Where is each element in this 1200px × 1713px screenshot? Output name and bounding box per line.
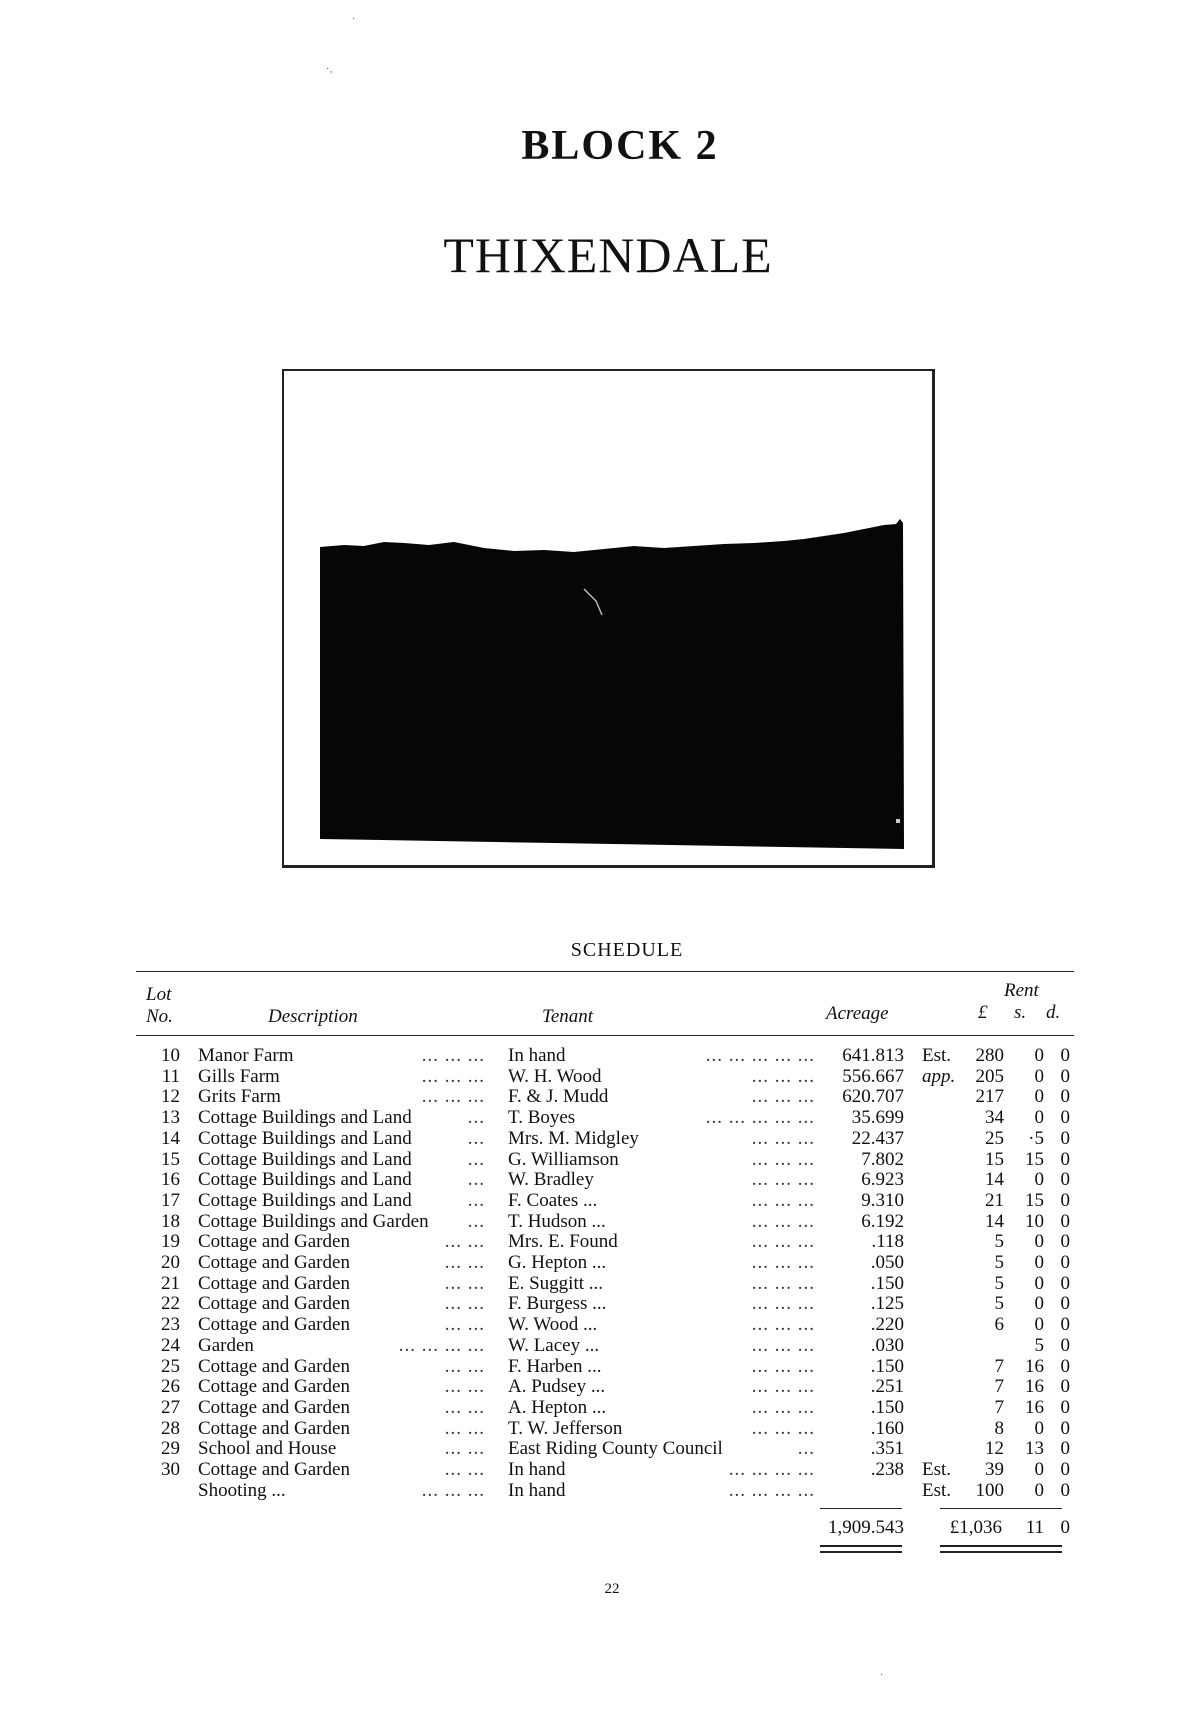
leader-dots: ... ... ... ... ... bbox=[705, 1107, 815, 1129]
header-acreage: Acreage bbox=[826, 1003, 889, 1024]
leader-dots: ... ... ... bbox=[751, 1086, 815, 1108]
acreage-total-double-rule bbox=[820, 1545, 902, 1553]
total-acreage: 1,909.543 bbox=[828, 1517, 904, 1538]
total-pounds: £1,036 bbox=[949, 1517, 1002, 1538]
rent-shillings: 13 bbox=[1025, 1438, 1044, 1460]
rent-shillings: 0 bbox=[1034, 1107, 1044, 1129]
tenant: F. Harben ... bbox=[508, 1355, 602, 1377]
description: Cottage Buildings and Land bbox=[198, 1107, 412, 1129]
header-bottom-rule bbox=[136, 1035, 1074, 1036]
schedule-title: SCHEDULE bbox=[570, 939, 684, 961]
rent-pounds: 5 bbox=[994, 1293, 1004, 1315]
rent-pence: 0 bbox=[1060, 1231, 1070, 1253]
leader-dots: ... ... ... bbox=[751, 1334, 815, 1356]
description: Grits Farm bbox=[198, 1086, 281, 1108]
lot-number: 23 bbox=[161, 1314, 180, 1336]
rent-pounds: 25 bbox=[985, 1127, 1004, 1149]
table-row bbox=[0, 1128, 1200, 1149]
lot-number: 14 bbox=[161, 1127, 180, 1149]
leader-dots: ... ... ... bbox=[751, 1169, 815, 1191]
page-number: 22 bbox=[604, 1581, 620, 1597]
description: Manor Farm bbox=[198, 1045, 294, 1066]
description: Cottage Buildings and Land bbox=[198, 1127, 412, 1149]
description: Cottage Buildings and Land bbox=[198, 1169, 412, 1191]
table-row bbox=[0, 1273, 1200, 1294]
rent-pounds: 34 bbox=[985, 1107, 1004, 1129]
rent-pence: 0 bbox=[1060, 1107, 1070, 1129]
tenant: In hand bbox=[508, 1459, 566, 1480]
leader-dots: ... ... ... bbox=[421, 1065, 485, 1087]
description: Cottage and Garden bbox=[198, 1355, 350, 1377]
lot-number: 13 bbox=[161, 1107, 180, 1129]
leader-dots: ... bbox=[467, 1210, 485, 1232]
rent-shillings: 10 bbox=[1025, 1210, 1044, 1232]
leader-dots: ... ... ... ... bbox=[398, 1334, 485, 1356]
rent-pounds: 7 bbox=[994, 1355, 1004, 1377]
lot-number: 30 bbox=[161, 1459, 180, 1480]
rent-pounds: 5 bbox=[994, 1272, 1004, 1294]
lot-number: 11 bbox=[161, 1065, 180, 1087]
tenant: East Riding County Council bbox=[508, 1438, 723, 1460]
acreage: 9.310 bbox=[861, 1189, 904, 1211]
leader-dots: ... ... ... ... ... bbox=[705, 1045, 815, 1066]
description: Cottage and Garden bbox=[198, 1314, 350, 1336]
description: Cottage and Garden bbox=[198, 1459, 350, 1480]
rent-note: Est. bbox=[922, 1045, 952, 1066]
leader-dots: ... ... bbox=[444, 1459, 485, 1480]
rent-pence: 0 bbox=[1060, 1334, 1070, 1356]
acreage: .030 bbox=[870, 1334, 904, 1356]
rent-shillings: 0 bbox=[1034, 1417, 1044, 1439]
header-shillings: s. bbox=[1014, 1002, 1027, 1023]
description: Cottage Buildings and Land bbox=[198, 1189, 412, 1211]
rent-pence: 0 bbox=[1060, 1148, 1070, 1170]
leader-dots: ... ... ... bbox=[751, 1127, 815, 1149]
table-row bbox=[0, 1480, 1200, 1501]
rent-pence: 0 bbox=[1060, 1169, 1070, 1191]
tenant: F. & J. Mudd bbox=[508, 1086, 609, 1108]
acreage: .160 bbox=[870, 1417, 904, 1439]
rent-note: Est. bbox=[922, 1479, 952, 1501]
rent-pounds: 5 bbox=[994, 1252, 1004, 1273]
leader-dots: ... bbox=[797, 1438, 815, 1460]
rent-shillings: 0 bbox=[1034, 1293, 1044, 1315]
leader-dots: ... ... ... bbox=[751, 1210, 815, 1232]
acreage: .251 bbox=[870, 1376, 904, 1398]
rent-subtotal-rule bbox=[940, 1508, 1062, 1509]
leader-dots: ... bbox=[467, 1107, 485, 1129]
description: Cottage Buildings and Land bbox=[198, 1148, 412, 1170]
leader-dots: ... bbox=[467, 1189, 485, 1211]
leader-dots: ... ... ... bbox=[751, 1065, 815, 1087]
rent-pence: 0 bbox=[1060, 1086, 1070, 1108]
description: Cottage Buildings and Garden bbox=[198, 1210, 429, 1232]
rent-shillings: 16 bbox=[1025, 1376, 1044, 1398]
table-row bbox=[0, 1376, 1200, 1397]
rent-pence: 0 bbox=[1060, 1065, 1070, 1087]
rent-pounds: 217 bbox=[975, 1086, 1004, 1108]
table-top-rule bbox=[136, 971, 1074, 972]
total-shillings: 11 bbox=[1025, 1517, 1044, 1538]
rent-pounds: 21 bbox=[985, 1189, 1004, 1211]
header-no: No. bbox=[146, 1006, 173, 1027]
rent-shillings: 0 bbox=[1034, 1231, 1044, 1253]
tenant: Mrs. E. Found bbox=[508, 1231, 618, 1253]
header-lot: Lot bbox=[146, 984, 172, 1005]
lot-number: 20 bbox=[161, 1252, 180, 1273]
tenant: In hand bbox=[508, 1045, 566, 1066]
total-pence: 0 bbox=[1060, 1517, 1070, 1538]
leader-dots: ... ... bbox=[444, 1314, 485, 1336]
rent-pence: 0 bbox=[1060, 1479, 1070, 1501]
rent-pence: 0 bbox=[1060, 1210, 1070, 1232]
tenant: In hand bbox=[508, 1479, 566, 1501]
lot-number: 26 bbox=[161, 1376, 180, 1398]
tenant: T. Hudson ... bbox=[508, 1210, 606, 1232]
table-row bbox=[0, 1418, 1200, 1439]
header-pounds: £ bbox=[978, 1002, 988, 1023]
table-row bbox=[0, 1231, 1200, 1252]
leader-dots: ... bbox=[467, 1169, 485, 1191]
header-description: Description bbox=[268, 1006, 358, 1027]
rent-pounds: 7 bbox=[994, 1396, 1004, 1418]
acreage: .125 bbox=[870, 1293, 904, 1315]
rent-pence: 0 bbox=[1060, 1417, 1070, 1439]
acreage: 6.923 bbox=[861, 1169, 904, 1191]
rent-pounds: 205 bbox=[975, 1065, 1004, 1087]
tenant: W. Wood ... bbox=[508, 1314, 598, 1336]
acreage: 35.699 bbox=[851, 1107, 904, 1129]
lot-number: 19 bbox=[161, 1231, 180, 1253]
acreage: 6.192 bbox=[861, 1210, 904, 1232]
rent-note: Est. bbox=[922, 1459, 952, 1480]
leader-dots: ... ... ... bbox=[751, 1417, 815, 1439]
rent-total-double-rule bbox=[940, 1545, 1062, 1553]
acreage: 7.802 bbox=[861, 1148, 904, 1170]
lot-number: 29 bbox=[161, 1438, 180, 1460]
landscape-photograph bbox=[284, 371, 932, 865]
leader-dots: ... ... bbox=[444, 1252, 485, 1273]
leader-dots: ... bbox=[467, 1127, 485, 1149]
acreage: 22.437 bbox=[851, 1127, 904, 1149]
table-row bbox=[0, 1335, 1200, 1356]
rent-pence: 0 bbox=[1060, 1314, 1070, 1336]
acreage: .150 bbox=[870, 1355, 904, 1377]
leader-dots: ... ... ... bbox=[751, 1293, 815, 1315]
rent-shillings: 0 bbox=[1034, 1086, 1044, 1108]
lot-number: 28 bbox=[161, 1417, 180, 1439]
lot-number: 10 bbox=[161, 1045, 180, 1066]
table-row bbox=[0, 1356, 1200, 1377]
photograph-frame bbox=[282, 369, 935, 868]
description: Cottage and Garden bbox=[198, 1252, 350, 1273]
acreage: 620.707 bbox=[842, 1086, 904, 1108]
rent-pounds: 100 bbox=[975, 1479, 1004, 1501]
rent-shillings: 16 bbox=[1025, 1355, 1044, 1377]
rent-shillings: 5 bbox=[1034, 1334, 1044, 1356]
description: Gills Farm bbox=[198, 1065, 280, 1087]
lot-number: 18 bbox=[161, 1210, 180, 1232]
rent-pounds: 7 bbox=[994, 1376, 1004, 1398]
acreage: .351 bbox=[870, 1438, 904, 1460]
rent-shillings: 0 bbox=[1034, 1045, 1044, 1066]
table-row bbox=[0, 1107, 1200, 1128]
rent-pence: 0 bbox=[1060, 1438, 1070, 1460]
rent-pence: 0 bbox=[1060, 1293, 1070, 1315]
rent-pence: 0 bbox=[1060, 1127, 1070, 1149]
lot-number: 25 bbox=[161, 1355, 180, 1377]
acreage: .118 bbox=[871, 1231, 904, 1253]
lot-number: 16 bbox=[161, 1169, 180, 1191]
rent-pence: 0 bbox=[1060, 1459, 1070, 1480]
lot-number: 17 bbox=[161, 1189, 180, 1211]
rent-pounds: 6 bbox=[994, 1314, 1004, 1336]
lot-number: 21 bbox=[161, 1272, 180, 1294]
tenant: A. Pudsey ... bbox=[508, 1376, 606, 1398]
description: School and House bbox=[198, 1438, 337, 1460]
table-row bbox=[0, 1397, 1200, 1418]
rent-pounds: 15 bbox=[985, 1148, 1004, 1170]
leader-dots: ... ... bbox=[444, 1376, 485, 1398]
rent-pence: 0 bbox=[1060, 1252, 1070, 1273]
rent-shillings: 16 bbox=[1025, 1396, 1044, 1418]
leader-dots: ... ... ... bbox=[751, 1272, 815, 1294]
rent-shillings: 0 bbox=[1034, 1272, 1044, 1294]
rent-pounds: 8 bbox=[994, 1417, 1004, 1439]
rent-pence: 0 bbox=[1060, 1189, 1070, 1211]
lot-number: 27 bbox=[161, 1396, 180, 1418]
header-pence: d. bbox=[1046, 1002, 1061, 1023]
acreage: .150 bbox=[870, 1396, 904, 1418]
description: Cottage and Garden bbox=[198, 1231, 350, 1253]
block-title: BLOCK 2 bbox=[521, 123, 719, 169]
scan-speck: · bbox=[352, 14, 356, 25]
rent-shillings: ·5 bbox=[1028, 1127, 1044, 1149]
tenant: W. Lacey ... bbox=[508, 1334, 600, 1356]
leader-dots: ... ... bbox=[444, 1231, 485, 1253]
description: Cottage and Garden bbox=[198, 1417, 350, 1439]
tenant: A. Hepton ... bbox=[508, 1396, 607, 1418]
header-tenant: Tenant bbox=[542, 1006, 594, 1027]
table-row bbox=[0, 1438, 1200, 1459]
table-row bbox=[0, 1459, 1200, 1480]
scan-speck: · bbox=[880, 1670, 884, 1681]
rent-pence: 0 bbox=[1060, 1272, 1070, 1294]
rent-pence: 0 bbox=[1060, 1045, 1070, 1066]
rent-note: app. bbox=[922, 1065, 956, 1087]
rent-shillings: 0 bbox=[1034, 1169, 1044, 1191]
leader-dots: ... ... ... ... bbox=[728, 1459, 815, 1480]
acreage: .050 bbox=[870, 1252, 904, 1273]
leader-dots: ... ... bbox=[444, 1396, 485, 1418]
acreage: 641.813 bbox=[842, 1045, 904, 1066]
rent-shillings: 15 bbox=[1025, 1148, 1044, 1170]
tenant: T. Boyes bbox=[508, 1107, 576, 1129]
leader-dots: ... ... bbox=[444, 1438, 485, 1460]
rent-pence: 0 bbox=[1060, 1355, 1070, 1377]
description: Cottage and Garden bbox=[198, 1272, 350, 1294]
tenant: E. Suggitt ... bbox=[508, 1272, 604, 1294]
leader-dots: ... ... ... bbox=[751, 1148, 815, 1170]
rent-shillings: 0 bbox=[1034, 1459, 1044, 1480]
leader-dots: ... ... ... bbox=[751, 1396, 815, 1418]
header-rent: Rent bbox=[1004, 980, 1039, 1001]
lot-number: 15 bbox=[161, 1148, 180, 1170]
rent-shillings: 0 bbox=[1034, 1314, 1044, 1336]
tenant: W. H. Wood bbox=[508, 1065, 602, 1087]
rent-pounds: 5 bbox=[994, 1231, 1004, 1253]
description: Garden bbox=[198, 1334, 254, 1356]
rent-pounds: 39 bbox=[985, 1459, 1004, 1480]
scan-speck: ·‚ bbox=[326, 64, 333, 75]
leader-dots: ... ... ... bbox=[751, 1376, 815, 1398]
rent-shillings: 0 bbox=[1034, 1252, 1044, 1273]
table-row bbox=[0, 1066, 1200, 1087]
tenant: G. Williamson bbox=[508, 1148, 619, 1170]
description: Cottage and Garden bbox=[198, 1396, 350, 1418]
acreage: .220 bbox=[870, 1314, 904, 1336]
table-row bbox=[0, 1149, 1200, 1170]
table-row bbox=[0, 1190, 1200, 1211]
lot-number: 12 bbox=[161, 1086, 180, 1108]
table-row bbox=[0, 1045, 1200, 1066]
table-row bbox=[0, 1314, 1200, 1335]
place-title: THIXENDALE bbox=[443, 227, 773, 283]
leader-dots: ... ... bbox=[444, 1417, 485, 1439]
table-row bbox=[0, 1252, 1200, 1273]
leader-dots: ... ... ... ... bbox=[728, 1479, 815, 1501]
tenant: F. Burgess ... bbox=[508, 1293, 607, 1315]
rent-pence: 0 bbox=[1060, 1396, 1070, 1418]
leader-dots: ... ... ... bbox=[421, 1479, 485, 1501]
leader-dots: ... ... ... bbox=[751, 1189, 815, 1211]
rent-pence: 0 bbox=[1060, 1376, 1070, 1398]
rent-pounds: 14 bbox=[985, 1169, 1004, 1191]
table-row bbox=[0, 1211, 1200, 1232]
rent-pounds: 280 bbox=[975, 1045, 1004, 1066]
acreage: .238 bbox=[870, 1459, 904, 1480]
rent-shillings: 0 bbox=[1034, 1065, 1044, 1087]
leader-dots: ... ... ... bbox=[751, 1231, 815, 1253]
tenant: W. Bradley bbox=[508, 1169, 594, 1191]
description: Cottage and Garden bbox=[198, 1376, 350, 1398]
acreage-subtotal-rule bbox=[820, 1508, 902, 1509]
leader-dots: ... ... bbox=[444, 1272, 485, 1294]
leader-dots: ... ... ... bbox=[421, 1045, 485, 1066]
tenant: F. Coates ... bbox=[508, 1189, 598, 1211]
table-row bbox=[0, 1169, 1200, 1190]
leader-dots: ... ... ... bbox=[751, 1252, 815, 1273]
tenant: G. Hepton ... bbox=[508, 1252, 607, 1273]
acreage: 556.667 bbox=[842, 1065, 904, 1087]
rent-pounds: 14 bbox=[985, 1210, 1004, 1232]
hillside-silhouette bbox=[320, 519, 904, 849]
description: Cottage and Garden bbox=[198, 1293, 350, 1315]
lot-number: 22 bbox=[161, 1293, 180, 1315]
leader-dots: ... ... ... bbox=[751, 1355, 815, 1377]
rent-shillings: 0 bbox=[1034, 1479, 1044, 1501]
rent-pounds: 12 bbox=[985, 1438, 1004, 1460]
rent-shillings: 15 bbox=[1025, 1189, 1044, 1211]
acreage: .150 bbox=[870, 1272, 904, 1294]
leader-dots: ... ... bbox=[444, 1355, 485, 1377]
table-row bbox=[0, 1086, 1200, 1107]
leader-dots: ... ... ... bbox=[751, 1314, 815, 1336]
tenant: Mrs. M. Midgley bbox=[508, 1127, 639, 1149]
description: Shooting ... bbox=[198, 1479, 286, 1501]
leader-dots: ... ... bbox=[444, 1293, 485, 1315]
tenant: T. W. Jefferson bbox=[508, 1417, 623, 1439]
leader-dots: ... bbox=[467, 1148, 485, 1170]
lot-number: 24 bbox=[161, 1334, 180, 1356]
table-row bbox=[0, 1293, 1200, 1314]
leader-dots: ... ... ... bbox=[421, 1086, 485, 1108]
